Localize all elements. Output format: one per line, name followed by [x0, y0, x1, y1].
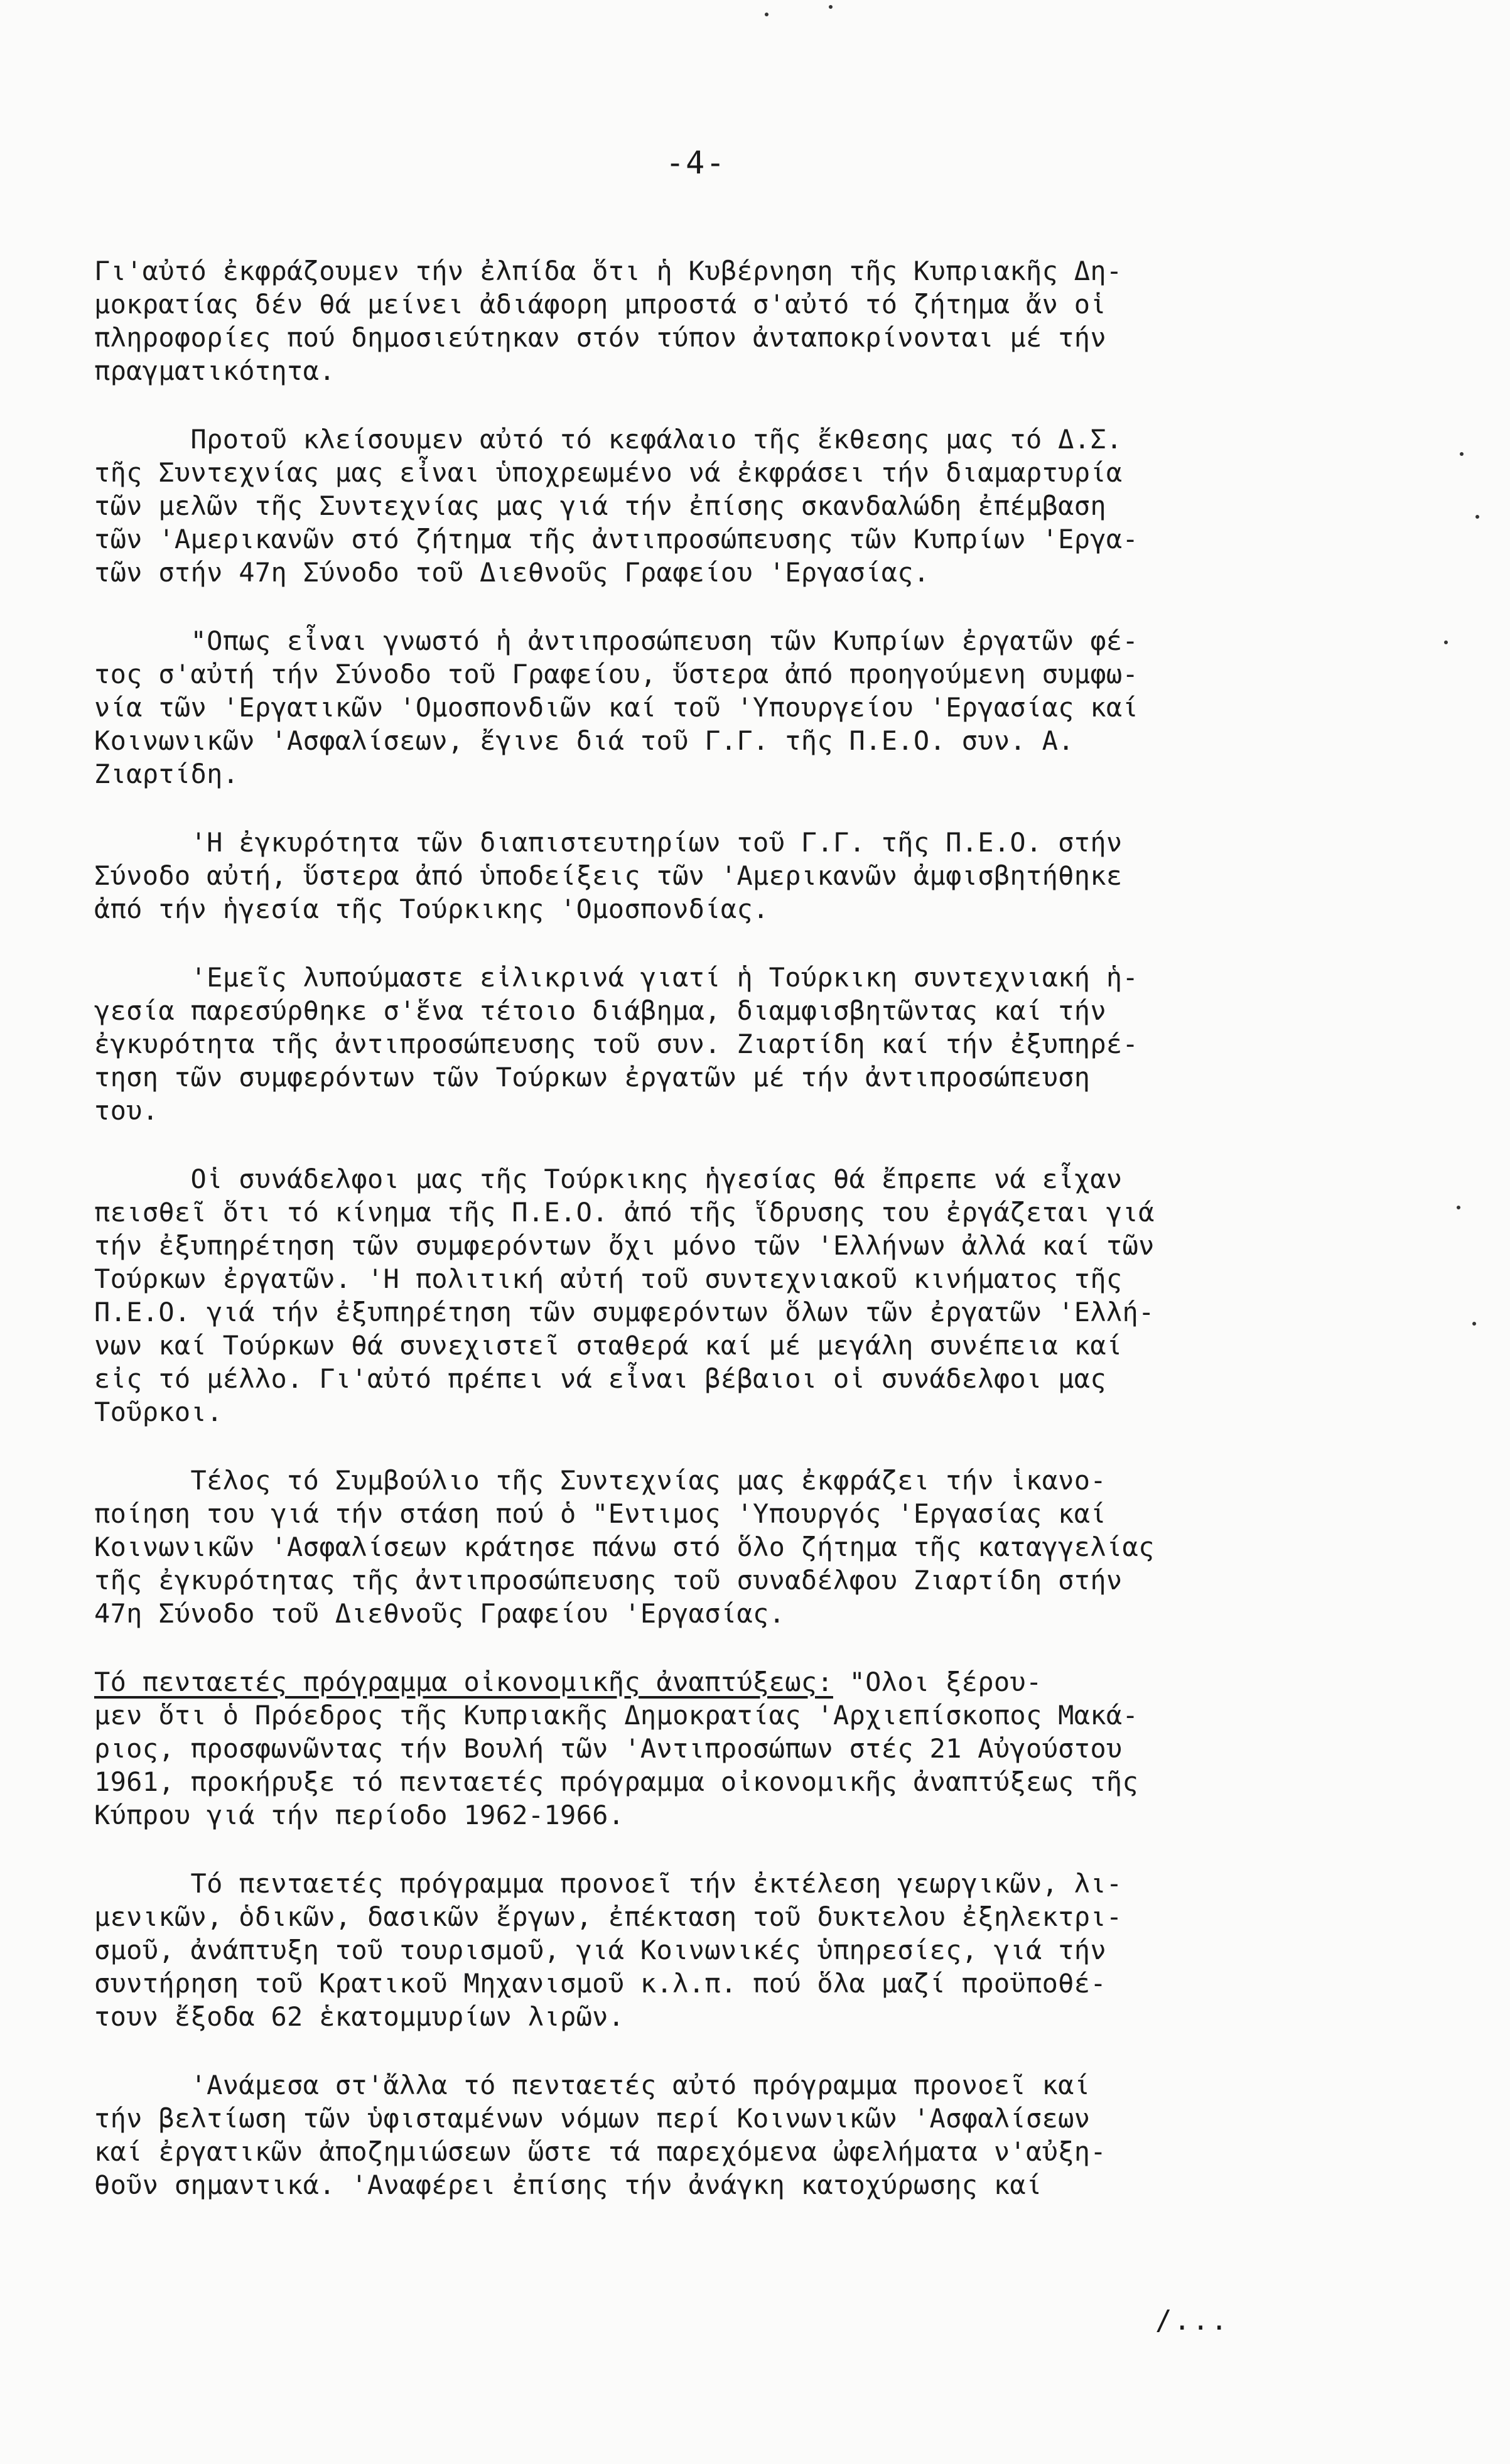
text-line: μοκρατίας δέν θά μείνει ἀδιάφορη μπροστά σ'αὐτό τό ζήτημα ἄν οἱ	[94, 289, 1106, 320]
text-line: 47η Σύνοδο τοῦ Διεθνοῦς Γραφείου 'Εργασίας.	[94, 1598, 785, 1629]
text-line: Κοινωνικῶν 'Ασφαλίσεων κράτησε πάνω στό ὅλο ζήτημα τῆς καταγγελίας	[94, 1532, 1155, 1562]
paragraph-4	[94, 826, 1375, 926]
text-line: μενικῶν, ὁδικῶν, δασικῶν ἔργων, ἐπέκταση τοῦ δυκτελου ἐξηλεκτρι-	[94, 1901, 1123, 1932]
text-line: 'Εμεῖς λυπούμαστε εἰλικρινά γιατί ἡ Τούρκικη συντεχνιακή ἡ-	[94, 962, 1139, 993]
text-line: του.	[94, 1095, 159, 1126]
text-line: ποίηση του γιά τήν στάση πού ὁ "Εντιμος 'Υπουργός 'Εργασίας καί	[94, 1498, 1106, 1529]
scan-speck	[1472, 1322, 1476, 1326]
text-line: ἐγκυρότητα τῆς ἀντιπροσώπευσης τοῦ συν. Ζιαρτίδη καί τήν ἐξυπηρέ-	[94, 1029, 1139, 1059]
continuation-mark: /...	[1155, 2305, 1229, 2337]
text-line: Τοῦρκοι.	[94, 1397, 223, 1427]
text-line: πληροφορίες πού δημοσιεύτηκαν στόν τύπον ἀνταποκρίνονται μέ τήν	[94, 322, 1106, 353]
text-line: τῶν στήν 47η Σύνοδο τοῦ Διεθνοῦς Γραφείου 'Εργασίας.	[94, 557, 930, 588]
text-line: ριος, προσφωνῶντας τήν Βουλή τῶν 'Αντιπροσώπων στές 21 Αὐγούστου	[94, 1733, 1123, 1764]
section-heading: Τό πενταετές πρόγραμμα οἰκονομικῆς ἀναπτύξεως:	[94, 1667, 833, 1697]
text-line: τηση τῶν συμφερόντων τῶν Τούρκων ἐργατῶν μέ τήν ἀντιπροσώπευση	[94, 1062, 1091, 1093]
document-body	[94, 254, 1375, 2237]
paragraph-3	[94, 624, 1375, 791]
scan-speck	[1457, 1206, 1460, 1209]
text-line: τῆς ἐγκυρότητας τῆς ἀντιπροσώπευσης τοῦ συναδέλφου Ζιαρτίδη στήν	[94, 1565, 1123, 1596]
text-line: νων καί Τούρκων θά συνεχιστεῖ σταθερά καί μέ μεγάλη συνέπεια καί	[94, 1330, 1123, 1361]
scan-speck	[1444, 640, 1448, 644]
text-line: Π.Ε.Ο. γιά τήν ἐξυπηρέτηση τῶν συμφερόντων ὅλων τῶν ἐργατῶν 'Ελλή-	[94, 1297, 1155, 1327]
paragraph-2	[94, 423, 1375, 589]
scan-speck	[1460, 452, 1464, 456]
scan-speck	[829, 5, 833, 9]
text-line: εἰς τό μέλλο. Γι'αὐτό πρέπει νά εἶναι βέβαιοι οἱ συνάδελφοι μας	[94, 1363, 1106, 1394]
text-line: πεισθεῖ ὅτι τό κίνημα τῆς Π.Ε.Ο. ἀπό τῆς ἵδρυσης του ἐργάζεται γιά	[94, 1197, 1155, 1228]
text-line-with-heading	[94, 1665, 1375, 1699]
text-line: Προτοῦ κλείσουμεν αὐτό τό κεφάλαιο τῆς ἔκθεσης μας τό Δ.Σ.	[94, 424, 1123, 455]
text-line: "Οπως εἶναι γνωστό ἡ ἀντιπροσώπευση τῶν Κυπρίων ἐργατῶν φέ-	[94, 625, 1139, 656]
text-line: πραγματικότητα.	[94, 355, 335, 386]
text-line: τῶν 'Αμερικανῶν στό ζήτημα τῆς ἀντιπροσώπευσης τῶν Κυπρίων 'Εργα-	[94, 524, 1139, 554]
text-line: Τό πενταετές πρόγραμμα προνοεῖ τήν ἐκτέλεση γεωργικῶν, λι-	[94, 1868, 1123, 1899]
paragraph-5	[94, 961, 1375, 1127]
text-line: Κύπρου γιά τήν περίοδο 1962-1966.	[94, 1800, 625, 1830]
paragraph-1	[94, 254, 1375, 387]
paragraph-7	[94, 1464, 1375, 1630]
text-line: Σύνοδο αὐτή, ὕστερα ἀπό ὑποδείξεις τῶν 'Αμερικανῶν ἀμφισβητήθηκε	[94, 860, 1123, 891]
paragraph-10	[94, 2068, 1375, 2202]
text-line: μεν ὅτι ὁ Πρόεδρος τῆς Κυπριακῆς Δημοκρατίας 'Αρχιεπίσκοπος Μακά-	[94, 1700, 1139, 1731]
text-line: Κοινωνικῶν 'Ασφαλίσεων, ἔγινε διά τοῦ Γ.Γ. τῆς Π.Ε.Ο. συν. Α.	[94, 725, 1074, 756]
paragraph-6	[94, 1162, 1375, 1429]
text-line: τουν ἔξοδα 62 ἑκατομμυρίων λιρῶν.	[94, 2001, 625, 2032]
scan-speck	[765, 13, 768, 16]
text-line: καί ἐργατικῶν ἀποζημιώσεων ὥστε τά παρεχόμενα ὠφελήματα ν'αὐξη-	[94, 2136, 1106, 2167]
page-number: -4-	[666, 144, 726, 181]
text-line: τήν βελτίωση τῶν ὑφισταμένων νόμων περί Κοινωνικῶν 'Ασφαλίσεων	[94, 2103, 1091, 2134]
text-line: τος σ'αὐτή τήν Σύνοδο τοῦ Γραφείου, ὕστερα ἀπό προηγούμενη συμφω-	[94, 659, 1139, 689]
text-line: σμοῦ, ἀνάπτυξη τοῦ τουρισμοῦ, γιά Κοινωνικές ὑπηρεσίες, γιά τήν	[94, 1935, 1106, 1965]
paragraph-9	[94, 1867, 1375, 2033]
scan-speck	[1475, 515, 1479, 519]
text-line: Οἱ συνάδελφοι μας τῆς Τούρκικης ἡγεσίας θά ἔπρεπε νά εἶχαν	[94, 1164, 1123, 1194]
text-line: τήν ἐξυπηρέτηση τῶν συμφερόντων ὄχι μόνο τῶν 'Ελλήνων ἀλλά καί τῶν	[94, 1230, 1155, 1261]
text-line: Τούρκων ἐργατῶν. 'Η πολιτική αὐτή τοῦ συντεχνιακοῦ κινήματος τῆς	[94, 1263, 1123, 1294]
text-line: Γι'αὐτό ἐκφράζουμεν τήν ἐλπίδα ὅτι ἡ Κυβέρνηση τῆς Κυπριακῆς Δη-	[94, 256, 1123, 286]
text-line: 1961, προκήρυξε τό πενταετές πρόγραμμα οἰκονομικῆς ἀναπτύξεως τῆς	[94, 1766, 1139, 1797]
text-line: 'Η ἐγκυρότητα τῶν διαπιστευτηρίων τοῦ Γ.Γ. τῆς Π.Ε.Ο. στήν	[94, 827, 1123, 858]
paragraph-8	[94, 1665, 1375, 1832]
text-line: Ζιαρτίδη.	[94, 759, 239, 789]
heading-line-rest: "Ολοι ξέρου-	[833, 1667, 1042, 1697]
text-line: τῆς Συντεχνίας μας εἶναι ὑποχρεωμένο νά ἐκφράσει τήν διαμαρτυρία	[94, 457, 1123, 488]
text-line: γεσία παρεσύρθηκε σ'ἕνα τέτοιο διάβημα, διαμφισβητῶντας καί τήν	[94, 995, 1106, 1026]
text-line: συντήρηση τοῦ Κρατικοῦ Μηχανισμοῦ κ.λ.π. πού ὅλα μαζί προϋποθέ-	[94, 1968, 1106, 1999]
text-line: ἀπό τήν ἡγεσία τῆς Τούρκικης 'Ομοσπονδίας.	[94, 894, 769, 924]
text-line: τῶν μελῶν τῆς Συντεχνίας μας γιά τήν ἐπίσης σκανδαλώδη ἐπέμβαση	[94, 490, 1106, 521]
text-line: 'Ανάμεσα στ'ἄλλα τό πενταετές αὐτό πρόγραμμα προνοεῖ καί	[94, 2070, 1091, 2100]
text-line: θοῦν σημαντικά. 'Αναφέρει ἐπίσης τήν ἀνάγκη κατοχύρωσης καί	[94, 2170, 1042, 2200]
text-line: Τέλος τό Συμβούλιο τῆς Συντεχνίας μας ἐκφράζει τήν ἱκανο-	[94, 1465, 1106, 1496]
text-line: νία τῶν 'Εργατικῶν 'Ομοσπονδιῶν καί τοῦ 'Υπουργείου 'Εργασίας καί	[94, 692, 1139, 723]
